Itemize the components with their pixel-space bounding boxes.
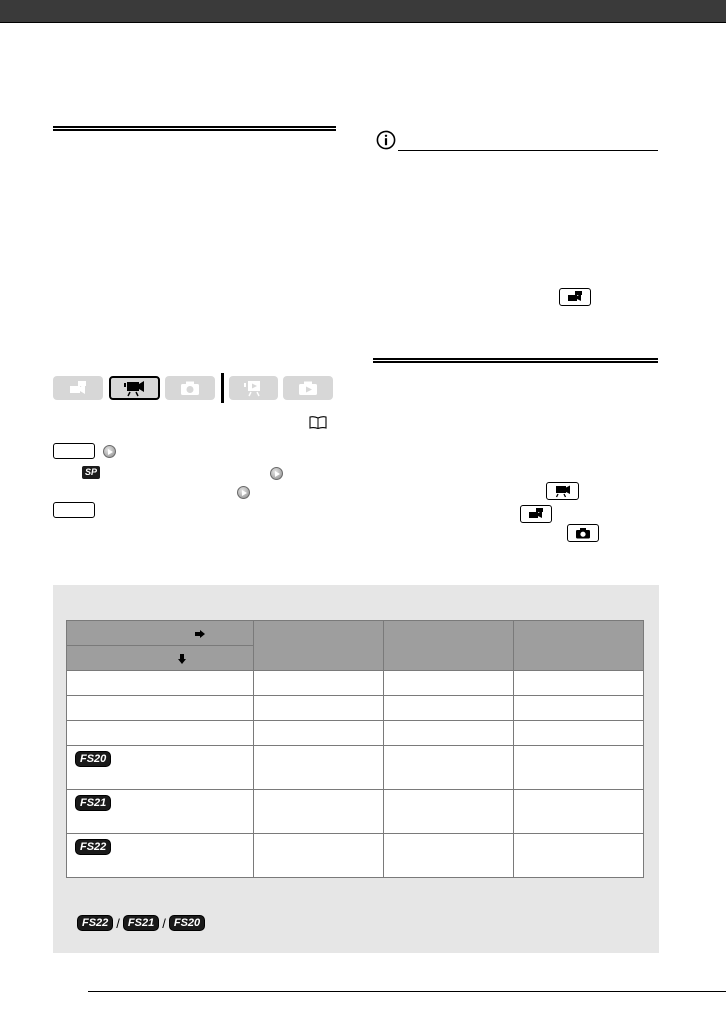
movie-camera-icon — [123, 379, 147, 397]
still-button-inline — [567, 524, 599, 542]
spec-table — [66, 620, 644, 878]
section-rule-right — [373, 358, 658, 363]
table-row — [67, 790, 644, 834]
still-camera-icon — [179, 380, 201, 396]
func-key-box — [53, 443, 95, 459]
mode-button-movie — [109, 376, 160, 400]
section-rule-left — [53, 126, 336, 131]
dual-shot-button-inline — [559, 288, 591, 306]
info-divider — [398, 150, 658, 151]
dual-shot-icon — [566, 291, 584, 303]
dual-shot-button-inline-2 — [520, 505, 552, 523]
page-header-bar — [0, 0, 726, 23]
info-icon — [376, 130, 396, 150]
func-key-box — [53, 502, 95, 518]
model-badge-fs22: FS22 — [75, 839, 111, 855]
table-row — [67, 721, 644, 746]
mode-button-dual-shot — [53, 376, 103, 400]
table-header-col3 — [383, 621, 514, 671]
table-header-row2 — [67, 646, 254, 671]
movie-button-inline — [546, 482, 579, 500]
table-row — [67, 834, 644, 878]
table-row — [67, 671, 644, 696]
table-header-col4 — [514, 621, 644, 671]
sp-badge: SP — [82, 466, 100, 479]
table-row — [67, 696, 644, 721]
badge-separator: / — [116, 915, 120, 931]
badge-separator: / — [162, 915, 166, 931]
mode-button-movie-playback — [229, 376, 278, 400]
table-header-row1 — [67, 621, 254, 646]
still-camera-icon — [575, 527, 591, 539]
mode-separator — [221, 373, 224, 403]
table-header-col2 — [253, 621, 383, 671]
arrow-circle-icon — [270, 467, 283, 480]
movie-playback-icon — [242, 379, 266, 397]
dual-shot-icon — [527, 508, 545, 520]
book-icon — [309, 416, 327, 429]
movie-camera-icon — [553, 484, 573, 498]
arrow-circle-icon — [237, 486, 250, 499]
photo-playback-icon — [297, 380, 319, 396]
arrow-right-icon — [195, 630, 205, 638]
table-row — [67, 746, 644, 790]
arrow-circle-icon — [103, 445, 116, 458]
model-badge-fs22: FS22 — [77, 915, 113, 931]
arrow-down-icon — [178, 654, 186, 664]
footer-model-badges — [77, 915, 205, 931]
model-badge-fs20: FS20 — [169, 915, 205, 931]
mode-button-still — [165, 376, 215, 400]
model-badge-fs20: FS20 — [75, 751, 111, 767]
model-badge-fs21: FS21 — [123, 915, 159, 931]
dual-shot-icon — [67, 380, 89, 396]
page-footer-rule — [88, 991, 726, 992]
mode-button-photo-playback — [283, 376, 333, 400]
model-badge-fs21: FS21 — [75, 795, 111, 811]
